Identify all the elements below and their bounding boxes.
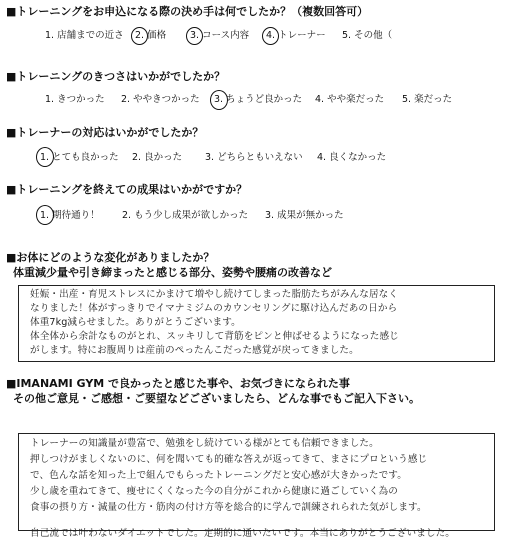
body-change-answer-line-1: 妊娠・出産・育児ストレスにかまけて増やし続けてしまった脂肪たちがみんな居なく <box>30 289 399 300</box>
body-change-question-label: ■お体にどのような変化がありましたか？ <box>6 251 215 264</box>
q4-option-3: 3. 成果が無かった <box>265 210 344 221</box>
feedback-question-label: ■IMANAMI GYM で良かったと感じた事や、お気づきになられた事 <box>6 377 350 390</box>
question-4-label: ■トレーニングを終えての成果はいかがですか？ <box>6 183 248 196</box>
body-change-answer-line-3: 体重7kg減らせました。ありがとうございます。 <box>30 317 241 328</box>
body-change-answer-line-5: がします。特にお腹周りは産前のぺったんこだった感覚が戻ってきました。 <box>30 345 359 356</box>
question-2-label: ■トレーニングのきつさはいかがでしたか？ <box>6 70 226 83</box>
question-1-label: ■トレーニングをお申込になる際の決め手は何でしたか？（複数回答可） <box>6 5 369 18</box>
feedback-answer-line-5: 食事の摂り方・減量の仕方・筋肉の付け方等を総合的に学んで訓練されられた気がします。 <box>30 502 427 513</box>
body-change-answer-line-4: 体全体から余計なものがとれ、スッキリして背筋をピンと伸ばせるようになった感じ <box>30 331 399 342</box>
feedback-question-sublabel: その他ご意見・ご感想・ご要望などございましたら、どんな事でもご記入下さい。 <box>13 392 420 405</box>
feedback-answer-line-3: で、色んな話を知った上で組んでもらったトレーニングだと安心感が大きかったです。 <box>30 470 407 481</box>
feedback-answer-line-4: 少し歳を重ねてきて、痩せにくくなった今の自分がこれから健康に過ごしていく為の <box>30 486 398 497</box>
q1-option-1: 1. 店舗までの近さ <box>45 30 124 41</box>
q3-option-4: 4. 良くなかった <box>317 152 387 163</box>
q1-option-3: 3. コース内容 <box>190 30 250 41</box>
q3-option-2: 2. 良かった <box>132 152 183 163</box>
q2-option-3: 3. ちょうど良かった <box>214 94 303 105</box>
q1-option-5: 5. その他（ <box>342 30 393 41</box>
q2-option-2: 2. ややきつかった <box>121 94 200 105</box>
body-change-question-sublabel: 体重減少量や引き締まったと感じる部分、姿勢や腰痛の改善など <box>13 266 332 279</box>
q3-option-3: 3. どちらともいえない <box>205 152 303 163</box>
q2-option-1: 1. きつかった <box>45 94 105 105</box>
q1-option-4: 4. トレーナー <box>266 30 326 41</box>
feedback-answer-line-2: 押しつけがましくないのに、何を聞いても的確な答えが返ってきて、まさにプロという感じ <box>30 454 428 465</box>
q4-option-1: 1. 期待通り！ <box>40 210 100 221</box>
question-3-label: ■トレーナーの対応はいかがでしたか？ <box>6 126 204 139</box>
feedback-answer-line-6: 自己流では叶わないダイエットでした。定期的に通いたいです。本当にありがとうございました。 <box>30 528 455 539</box>
q1-option-2: 2. 価格 <box>135 30 167 41</box>
q4-option-2: 2. もう少し成果が欲しかった <box>122 210 249 221</box>
q2-option-4: 4. やや楽だった <box>315 94 385 105</box>
body-change-answer-line-2: なりました！体がすっきりでイマナミジムのカウンセリングに駆け込んだあの日から <box>30 303 398 314</box>
q2-option-5: 5. 楽だった <box>402 94 453 105</box>
feedback-answer-line-1: トレーナーの知識量が豊富で、勉強をし続けている様がとても信頼できました。 <box>30 438 379 449</box>
q3-option-1: 1. とても良かった <box>40 152 119 163</box>
